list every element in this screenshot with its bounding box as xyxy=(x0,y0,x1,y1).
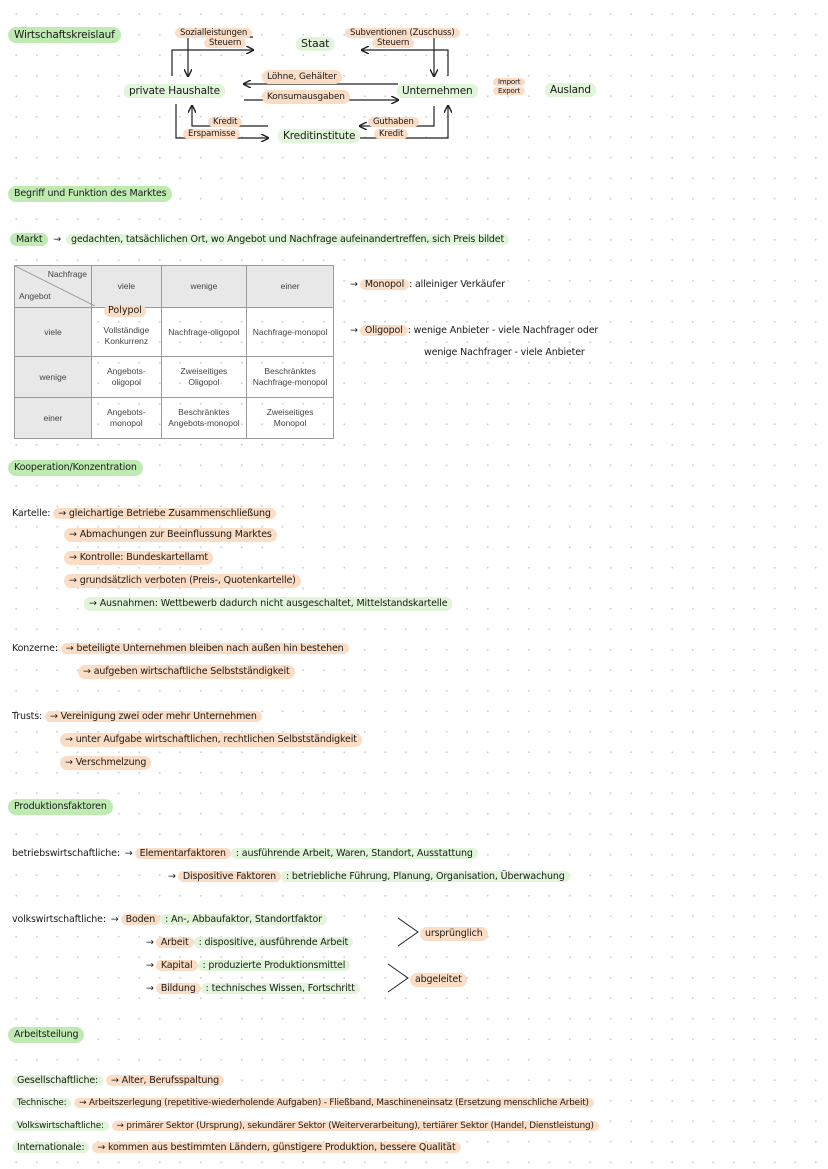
volkswirtschaftliche-line xyxy=(12,1119,599,1133)
vwl-text: : dispositive, ausführende Arbeit xyxy=(194,937,353,948)
row-header: einer xyxy=(15,398,92,439)
bwl-key: Dispositive Faktoren xyxy=(178,871,281,882)
kartelle-item: → Kontrolle: Bundeskartellamt xyxy=(64,551,213,565)
loehne-label: Löhne, Gehälter xyxy=(262,70,342,84)
row-header: wenige xyxy=(15,357,92,398)
arrow-right-icon: → xyxy=(350,279,358,290)
arrow-right-icon: → xyxy=(350,325,358,336)
arbeitsteilung-heading: Arbeitsteilung xyxy=(8,1027,84,1043)
monopol-label: Monopol xyxy=(360,279,409,290)
kooperation-heading: Kooperation/Konzentration xyxy=(8,460,143,476)
unternehmen-node: Unternehmen xyxy=(397,84,478,98)
table-cell: Beschränktes Angebots-monopol xyxy=(161,398,246,439)
trusts-item: → Vereinigung zwei oder mehr Unternehmen xyxy=(45,711,262,722)
table-cell: Vollständige Konkurrenz xyxy=(92,308,162,357)
oligopol-label: Oligopol xyxy=(360,325,408,336)
internationale-text: → kommen aus bestimmten Ländern, günstigere Produktion, bessere Qualität xyxy=(92,1142,460,1153)
arrow-right-icon: → xyxy=(53,234,62,245)
polypol-annotation: Polypol xyxy=(104,305,146,317)
konsum-label: Konsumausgaben xyxy=(262,90,350,104)
arrow-right-icon: → xyxy=(124,848,133,859)
vwl-key: Kapital xyxy=(156,960,198,971)
kreislauf-heading: Wirtschaftskreislauf xyxy=(8,27,121,43)
arrow-right-icon: → xyxy=(146,937,154,948)
kredit-right-label: Kredit xyxy=(374,129,408,139)
table-cell: Zweiseitiges Oligopol xyxy=(161,357,246,398)
table-cell: Zweiseitiges Monopol xyxy=(247,398,334,439)
trusts-label: Trusts: xyxy=(12,711,43,722)
gesellschaftliche-label: Gesellschaftliche: xyxy=(12,1075,103,1086)
oligopol-text-1: : wenige Anbieter - viele Nachfrager oder xyxy=(407,325,599,336)
guthaben-label: Guthaben xyxy=(368,117,419,127)
arrow-right-icon: → xyxy=(146,960,154,971)
urspruenglich-label: ursprünglich xyxy=(420,927,488,941)
vwl-key: Bildung xyxy=(156,983,201,994)
technische-text: → Arbeitszerlegung (repetitive-wiederholende Aufgaben) - Fließband, Maschineneinsatz (Ersetzung menschliche Arbeit) xyxy=(74,1098,594,1108)
konzerne-item: → aufgeben wirtschaftliche Selbstständigkeit xyxy=(78,665,295,679)
col-header: wenige xyxy=(161,266,246,308)
abgeleitet-label: abgeleitet xyxy=(410,973,467,987)
markt-heading: Begriff und Funktion des Marktes xyxy=(8,186,172,202)
row-header: viele xyxy=(15,308,92,357)
kartelle-subitem: → Ausnahmen: Wettbewerb dadurch nicht ausgeschaltet, Mittelstandskartelle xyxy=(84,597,452,611)
bwl-text: : ausführende Arbeit, Waren, Standort, Ausstattung xyxy=(231,848,478,859)
ersparnisse-label: Ersparnisse xyxy=(183,129,240,139)
vwl-key: Boden xyxy=(121,914,160,925)
monopol-text: : alleiniger Verkäufer xyxy=(409,279,505,290)
arrow-right-icon: → xyxy=(110,914,119,925)
markt-label: Markt xyxy=(10,233,48,246)
kartelle-item: → gleichartige Betriebe Zusammenschließung xyxy=(53,508,276,519)
steuern-right-label: Steuern xyxy=(372,38,414,48)
steuern-left-label: Steuern xyxy=(204,38,246,48)
markt-definition: gedachten, tatsächlichen Ort, wo Angebot und Nachfrage aufeinandertreffen, sich Preis bildet xyxy=(66,234,509,245)
kartelle-item: → grundsätzlich verboten (Preis-, Quotenkartelle) xyxy=(64,574,301,588)
trusts-item: → Verschmelzung xyxy=(60,756,151,770)
arrow-right-icon: → xyxy=(146,983,154,994)
gesellschaftliche-text: → Alter, Berufsspaltung xyxy=(106,1075,224,1086)
oligopol-text-2: wenige Nachfrager - viele Anbieter xyxy=(424,347,585,358)
import-label: Import xyxy=(493,78,525,86)
corner-angebot: Angebot xyxy=(19,291,51,301)
ausland-node: Ausland xyxy=(545,83,596,97)
bwl-label: betriebswirtschaftliche: xyxy=(12,848,120,859)
vwl-text: : produzierte Produktionsmittel xyxy=(198,960,351,971)
subventionen-label: Subventionen (Zuschuss) xyxy=(345,28,460,38)
staat-node: Staat xyxy=(296,37,334,51)
table-cell: Beschränktes Nachfrage-monopol xyxy=(247,357,334,398)
kreditinstitute-node: Kreditinstitute xyxy=(278,129,360,143)
corner-nachfrage: Nachfrage xyxy=(47,269,87,279)
vwl-text: : An-, Abbaufaktor, Standortfaktor xyxy=(160,914,327,925)
volkswirtschaftliche-label: Volkswirtschaftliche: xyxy=(12,1121,109,1131)
vwl-key: Arbeit xyxy=(156,937,194,948)
konzerne-item: → beteiligte Unternehmen bleiben nach außen hin bestehen xyxy=(61,643,349,654)
table-cell: Nachfrage-monopol xyxy=(247,308,334,357)
export-label: Export xyxy=(493,87,525,95)
sozialleistungen-label: Sozialleistungen xyxy=(175,28,252,38)
volkswirtschaftliche-text: → primärer Sektor (Ursprung), sekundärer Sektor (Weiterverarbeitung), tertiärer Sektor (Handel, Dienstleistung) xyxy=(112,1121,599,1131)
col-header: viele xyxy=(92,266,162,308)
gesellschaftliche-line xyxy=(12,1074,224,1088)
vwl-text: : technisches Wissen, Fortschritt xyxy=(201,983,360,994)
technische-label: Technische: xyxy=(12,1098,71,1108)
konzerne-label: Konzerne: xyxy=(12,643,58,654)
table-cell: Nachfrage-oligopol xyxy=(161,308,246,357)
table-cell: Angebots-oligopol xyxy=(92,357,162,398)
internationale-label: Internationale: xyxy=(12,1142,89,1153)
bwl-key: Elementarfaktoren xyxy=(135,848,231,859)
kredit-left-label: Kredit xyxy=(208,117,242,127)
table-cell: Angebots-monopol xyxy=(92,398,162,439)
col-header: einer xyxy=(247,266,334,308)
arrow-right-icon: → xyxy=(168,871,176,882)
vwl-label: volkswirtschaftliche: xyxy=(12,914,106,925)
bwl-text: : betriebliche Führung, Planung, Organisation, Überwachung xyxy=(281,871,570,882)
produktion-heading: Produktionsfaktoren xyxy=(8,799,113,815)
kartelle-item: → Abmachungen zur Beeinflussung Marktes xyxy=(64,528,277,542)
internationale-line xyxy=(12,1141,461,1155)
trusts-item: → unter Aufgabe wirtschaftlichen, rechtlichen Selbstständigkeit xyxy=(60,733,362,747)
kartelle-label: Kartelle: xyxy=(12,508,51,519)
haushalte-node: private Haushalte xyxy=(124,84,225,98)
technische-line xyxy=(12,1096,594,1110)
